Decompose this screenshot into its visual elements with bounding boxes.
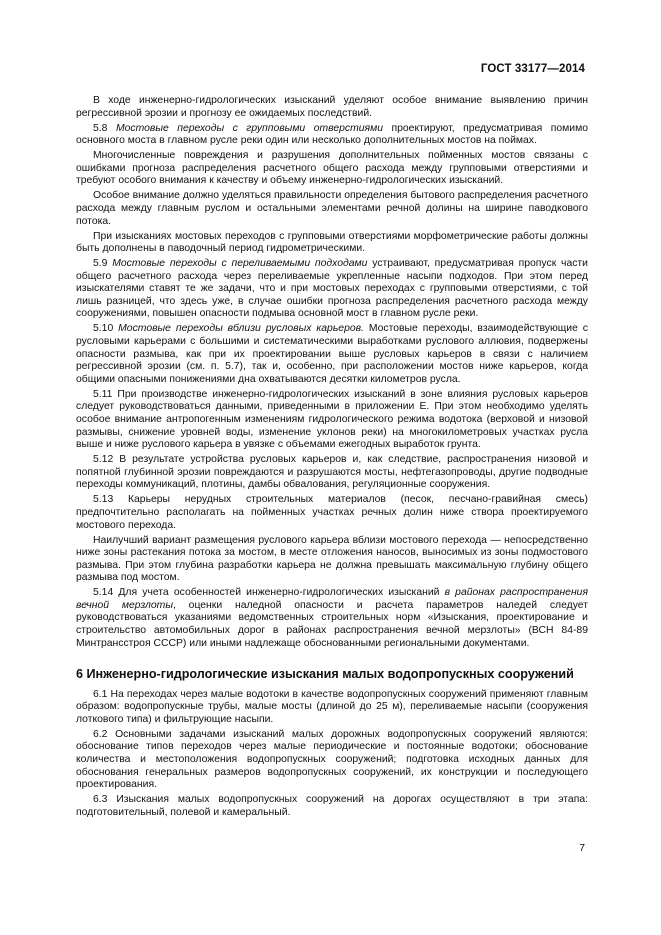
paragraph-text: 6.2 Основными задачами изысканий малых дорожных водопропускных сооружений являются: обоснование типов переходов через малые периодические и постоянные водотоки; обоснование количества и местоположения водопропускных сооружений; подготовка исходных данных для обоснования генеральных размеров водопропускных сооружений, их конструкции и последующего проектирования. — [76, 728, 588, 791]
paragraph-text: При изысканиях мостовых переходов с групповыми отверстиями морфометрические работы должны быть дополнены в паводочный период гидрометрическими. — [76, 230, 588, 255]
paragraph-text: 6.1 На переходах через малые водотоки в качестве водопропускных сооружений применяют главным образом: водопропускные трубы, малые мосты (длиной до 25 м), переливаемые насыпи (сооружения лоткового типа) и фильтрующие насыпи. — [76, 688, 588, 725]
paragraph-text: 5.11 При производстве инженерно-гидрологических изысканий в зоне влияния русловых карьеров следует руководствоваться данными, приведенными в приложении Е. При этом необходимо уделять особое внимание антропогенным изменениям гидрологического режима водотока (верховой и низовой размывы, снижение уровней воды, изменение уклонов реки) на многокилометровых участках русла выше и ниже руслового карьера в увязке с объемами ежегодных выработок грунта. — [76, 388, 588, 451]
paragraph-5-10 — [76, 323, 588, 386]
emphasis-text: в районах распространения вечной мерзлоты — [76, 587, 588, 611]
paragraph — [76, 231, 588, 256]
paragraph — [76, 150, 588, 188]
clause-number: 5.10 — [93, 323, 119, 335]
paragraph-text: Многочисленные повреждения и разрушения дополнительных пойменных мостов связаны с ошибками прогноза распределения расчетного общего расхода между групповыми отверстиями и требуют особого внимания к качеству и объему инженерно-гидрологических изысканий. — [76, 150, 588, 187]
clause-number: 5.9 — [93, 258, 113, 270]
paragraph — [76, 95, 588, 120]
paragraph-5-13 — [76, 494, 588, 532]
standard-designation: ГОСТ 33177—2014 — [480, 63, 585, 75]
paragraph-text: В ходе инженерно-гидрологических изысканий уделяют особое внимание выявлению причин регрессивной эрозии и прогнозу ее ожидаемых последствий. — [76, 95, 588, 119]
paragraph-text: , оценки наледной опасности и расчета параметров наледей следует руководствоваться указаниями ведомственных строительных норм «Изыскания, проектирование и строительство автомобильных дорог в районах распространения вечной мерзлоты» (ВСН 84-89 Минтрансстроя СССР) или иными надлежаще обоснованными региональными документами. — [76, 599, 588, 649]
paragraph-text: 5.13 Карьеры нерудных строительных материалов (песок, песчано-гравийная смесь) предпочтительно располагать на пойменных участках речных долин ниже створа проектируемого мостового перехода. — [76, 494, 588, 531]
section-heading-6: 6 Инженерно-гидрологические изыскания малых водопропускных сооружений — [76, 667, 574, 682]
clause-number: 5.8 — [93, 122, 116, 134]
paragraph — [76, 190, 588, 228]
paragraph-6-3 — [76, 794, 588, 819]
paragraph-5-14 — [76, 587, 588, 650]
paragraph-text: 5.12 В результате устройства русловых карьеров и, как следствие, распространения низовой и попятной глубинной эрозии повреждаются и разрушаются мосты, нефтегазопроводы, другие подводные переходы коммуникаций, плотины, дамбы обвалования, регуляционные сооружения. — [76, 454, 588, 491]
clause-title: Мостовые переходы с переливаемыми подходами — [112, 258, 368, 270]
paragraph-text: 6.3 Изыскания малых водопропускных сооружений на дорогах осуществляют в три этапа: подготовительный, полевой и камеральный. — [76, 794, 588, 818]
paragraph-6-1 — [76, 689, 588, 727]
paragraph-5-12 — [76, 454, 588, 492]
document-body — [76, 95, 588, 822]
paragraph-5-11 — [76, 389, 588, 452]
clause-title: Мостовые переходы с групповыми отверстиями — [115, 122, 383, 134]
paragraph-text: Мостовые переходы, взаимодействующие с русловыми карьерами с большими и систематическими выработками руслового аллювия, подвержены опасности размыва, как при их проектировании выше русловых карьеров в связи с наличием регрессивной эрозии (см. п. 5.7), так и, особенно, при расположении мостов ниже карьеров, когда общими опасными понижениями дна охватываются десятки километров русла. — [76, 323, 588, 385]
paragraph-6-2 — [76, 729, 588, 792]
paragraph-text: Особое внимание должно уделяться правильности определения бытового распределения расчетного расхода между главным руслом и остальными элементами речной долины на ширине паводкового потока. — [76, 190, 588, 227]
paragraph-text: проектируют, предусматривая помимо основного моста в главном русле реки один или несколько дополнительных мостов на поймах. — [76, 122, 588, 147]
paragraph-text: 5.14 Для учета особенностей инженерно-гидрологических изысканий — [93, 587, 445, 599]
paragraph-5-8 — [76, 123, 588, 148]
paragraph-5-9 — [76, 258, 588, 321]
paragraph — [76, 535, 588, 585]
clause-title: Мостовые переходы вблизи русловых карьеров. — [118, 323, 364, 335]
paragraph-text: устраивают, предусматривая пропуск части общего расчетного расхода через переливаемые укрепленные насыпи подходов. При этом перед изыскателями ставят те же задачи, что и при мостовых переходах с групповыми отверстиями, с той лишь разницей, что здесь уже, в случае ошибки прогноза распределения расчетного расхода между сооружениями, повышен опасности подмыва основной мост в главном русле реки. — [76, 258, 588, 320]
page-number: 7 — [579, 843, 585, 854]
paragraph-text: Наилучший вариант размещения руслового карьера вблизи мостового перехода — непосредственно ниже зоны растекания потока за мостом, в месте отложения наносов, выносимых из зоны подмостового размыва. При этом глубина разработки карьера не должна превышать максимальную глубину общего размыва под мостом. — [76, 534, 588, 584]
